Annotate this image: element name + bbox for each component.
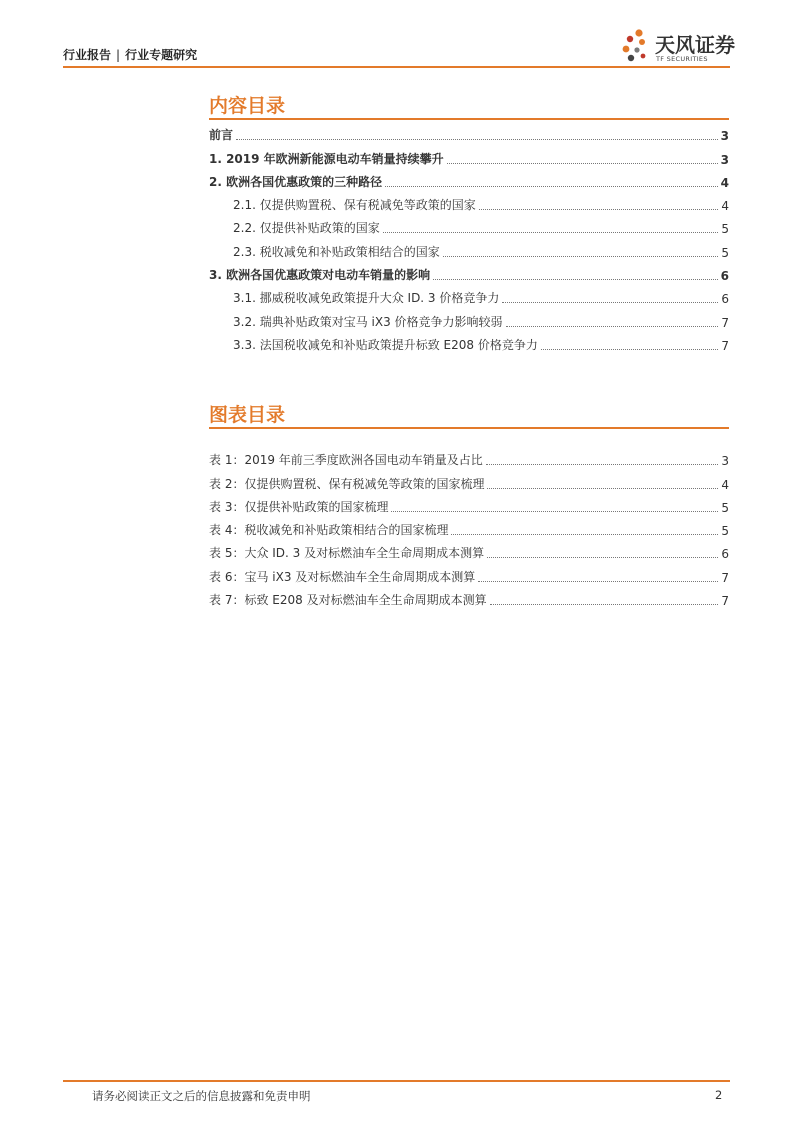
- toc-dot-leader: [383, 232, 719, 233]
- toc-entry[interactable]: [209, 167, 729, 190]
- toc-entry[interactable]: [209, 143, 729, 166]
- toc-entry[interactable]: [209, 468, 729, 491]
- toc-entry-page: 4: [721, 477, 729, 492]
- toc-entry-title: 2.3. 税收减免和补贴政策相结合的国家: [233, 244, 440, 259]
- footer-disclaimer: 请务必阅读正文之后的信息披露和免责申明: [92, 1089, 311, 1103]
- toc-entry[interactable]: [209, 492, 729, 515]
- toc-entry[interactable]: [209, 561, 729, 584]
- company-logo: [619, 27, 735, 67]
- toc-entry-title: 2.1. 仅提供购置税、保有税减免等政策的国家: [233, 198, 476, 213]
- toc-entry-title: 表 5：大众 ID. 3 及对标燃油车全生命周期成本测算: [209, 546, 485, 561]
- toc-entry-page: 3: [721, 454, 729, 469]
- toc-dot-leader: [487, 557, 718, 558]
- toc-entry-title: 2. 欧洲各国优惠政策的三种路径: [209, 174, 383, 189]
- toc-dot-leader: [391, 511, 718, 512]
- toc-dot-leader: [506, 326, 719, 327]
- toc-dot-leader: [447, 163, 718, 164]
- figures-title-rule: [209, 427, 729, 429]
- toc-dot-leader: [502, 302, 718, 303]
- toc-entry-title: 3.3. 法国税收减免和补贴政策提升标致 E208 价格竞争力: [233, 337, 538, 352]
- toc-dot-leader: [487, 488, 718, 489]
- page-number: 2: [715, 1088, 723, 1102]
- header-report-subtype: 行业专题研究: [125, 48, 198, 62]
- toc-entry-title: 前言: [209, 128, 234, 143]
- toc-entry-page: 7: [721, 315, 729, 330]
- toc-dot-leader: [478, 581, 718, 582]
- toc-entry-page: 4: [721, 199, 729, 214]
- logo-petals-icon: [619, 27, 651, 67]
- toc-entry[interactable]: [209, 190, 729, 213]
- toc-entry[interactable]: [209, 330, 729, 353]
- toc-dot-leader: [443, 256, 719, 257]
- toc-entry-page: 5: [721, 524, 729, 539]
- toc-dot-leader: [541, 349, 719, 350]
- toc-dot-leader: [490, 604, 719, 605]
- contents-list: [209, 120, 729, 353]
- toc-entry-title: 表 6：宝马 iX3 及对标燃油车全生命周期成本测算: [209, 569, 476, 584]
- report-category: [63, 46, 197, 63]
- toc-entry-title: 1. 2019 年欧洲新能源电动车销量持续攀升: [209, 151, 444, 166]
- toc-entry-page: 6: [721, 292, 729, 307]
- figures-list: [209, 445, 729, 608]
- toc-entry-page: 6: [721, 547, 729, 562]
- toc-entry-page: 7: [721, 594, 729, 609]
- toc-entry[interactable]: [209, 236, 729, 259]
- toc-entry-title: 表 3：仅提供补贴政策的国家梳理: [209, 499, 389, 514]
- toc-entry-page: 5: [721, 222, 729, 237]
- toc-entry-page: 5: [721, 500, 729, 515]
- figures-title: 图表目录: [209, 404, 286, 426]
- toc-entry[interactable]: [209, 538, 729, 561]
- toc-entry-title: 3.1. 挪威税收减免政策提升大众 ID. 3 价格竞争力: [233, 291, 500, 306]
- toc-entry-page: 7: [721, 338, 729, 353]
- toc-dot-leader: [451, 534, 718, 535]
- logo-name-en: TF SECURITIES: [656, 55, 708, 63]
- toc-entry[interactable]: [209, 585, 729, 608]
- toc-entry-page: 6: [720, 269, 729, 284]
- toc-entry-title: 2.2. 仅提供补贴政策的国家: [233, 221, 380, 236]
- toc-entry-title: 3.2. 瑞典补贴政策对宝马 iX3 价格竞争力影响较弱: [233, 314, 503, 329]
- toc-entry[interactable]: [209, 283, 729, 306]
- toc-entry-page: 3: [720, 129, 729, 144]
- toc-entry-title: 表 7：标致 E208 及对标燃油车全生命周期成本测算: [209, 593, 487, 608]
- header-divider: [63, 66, 730, 68]
- toc-entry[interactable]: [209, 515, 729, 538]
- toc-entry-title: 表 4：税收减免和补贴政策相结合的国家梳理: [209, 523, 449, 538]
- toc-entry[interactable]: [209, 213, 729, 236]
- header-separator: |: [116, 48, 121, 62]
- toc-entry-page: 7: [721, 570, 729, 585]
- toc-entry[interactable]: [209, 306, 729, 329]
- toc-entry-page: 3: [720, 152, 729, 167]
- toc-entry-title: 3. 欧洲各国优惠政策对电动车销量的影响: [209, 268, 431, 283]
- logo-name-cn: 天风证券: [655, 33, 735, 57]
- toc-dot-leader: [385, 186, 718, 187]
- toc-entry[interactable]: [209, 445, 729, 468]
- toc-dot-leader: [433, 279, 718, 280]
- toc-dot-leader: [479, 209, 719, 210]
- footer-divider: [63, 1080, 730, 1082]
- toc-dot-leader: [486, 464, 719, 465]
- toc-dot-leader: [236, 139, 718, 140]
- toc-entry-page: 5: [721, 245, 729, 260]
- toc-entry[interactable]: [209, 120, 729, 143]
- contents-title: 内容目录: [209, 95, 286, 117]
- toc-entry-title: 表 1：2019 年前三季度欧洲各国电动车销量及占比: [209, 453, 483, 468]
- toc-entry-page: 4: [720, 175, 729, 190]
- header-report-type: 行业报告: [63, 48, 112, 62]
- toc-entry[interactable]: [209, 260, 729, 283]
- toc-entry-title: 表 2：仅提供购置税、保有税减免等政策的国家梳理: [209, 476, 485, 491]
